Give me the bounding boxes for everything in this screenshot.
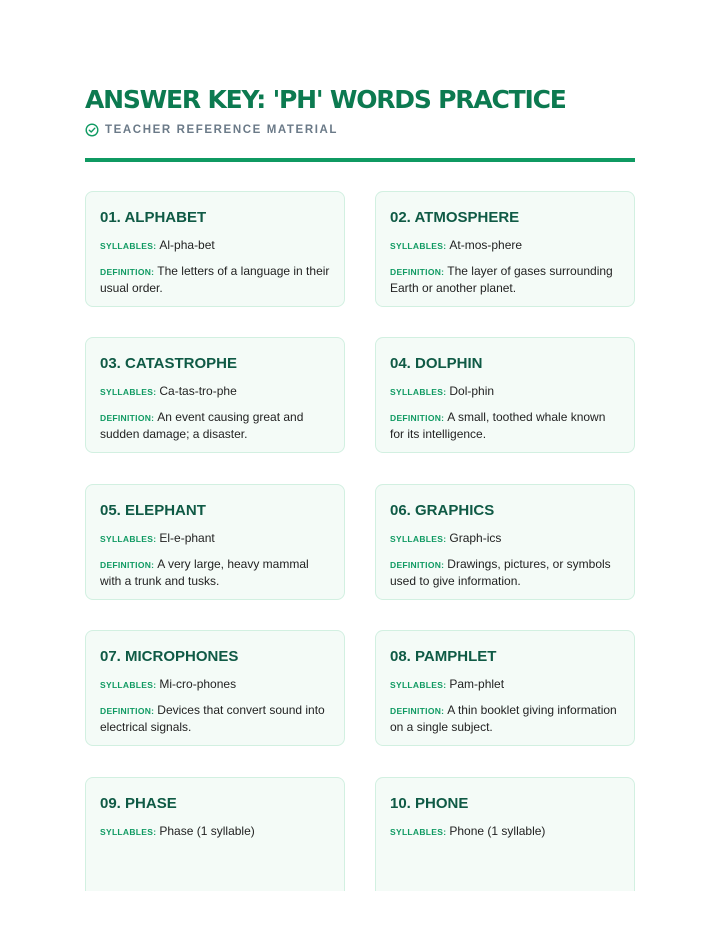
word-heading: 01. ALPHABET (100, 209, 207, 226)
definition-label: DEFINITION: (100, 706, 155, 716)
header-divider (85, 158, 635, 162)
syllables-label: SYLLABLES: (390, 534, 447, 544)
definition-row (390, 263, 620, 296)
word-card (85, 337, 345, 453)
page-subtitle: TEACHER REFERENCE MATERIAL (105, 124, 339, 136)
definition-value: A thin booklet giving information on a single subject. (390, 703, 617, 734)
syllables-value: Phase (1 syllable) (159, 824, 255, 838)
word-heading: 05. ELEPHANT (100, 502, 206, 519)
syllables-row (100, 676, 330, 693)
definition-row (390, 409, 620, 442)
definition-label: DEFINITION: (100, 267, 155, 277)
word-card (85, 191, 345, 307)
syllables-row (100, 530, 330, 547)
definition-row (100, 263, 330, 296)
syllables-value: El-e-phant (159, 531, 215, 545)
syllables-label: SYLLABLES: (100, 534, 157, 544)
syllables-value: Phone (1 syllable) (449, 824, 546, 838)
syllables-value: Pam-phlet (449, 677, 505, 691)
definition-label: DEFINITION: (390, 560, 445, 570)
syllables-value: At-mos-phere (449, 238, 523, 252)
definition-label: DEFINITION: (390, 706, 445, 716)
syllables-row (100, 823, 330, 840)
definition-label: DEFINITION: (100, 413, 155, 423)
definition-value: A very large, heavy mammal with a trunk and tusks. (100, 557, 309, 588)
word-heading: 08. PAMPHLET (390, 648, 497, 665)
syllables-value: Graph-ics (449, 531, 502, 545)
word-card (85, 484, 345, 600)
syllables-value: Ca-tas-tro-phe (159, 384, 237, 398)
syllables-label: SYLLABLES: (100, 241, 157, 251)
answer-key-page (85, 84, 635, 838)
syllables-value: Al-pha-bet (159, 238, 215, 252)
syllables-row (390, 676, 620, 693)
syllables-value: Mi-cro-phones (159, 677, 237, 691)
word-heading: 03. CATASTROPHE (100, 355, 237, 372)
syllables-row (390, 530, 620, 547)
definition-value: An event causing great and sudden damage; a disaster. (100, 410, 304, 441)
definition-row (100, 556, 330, 589)
word-heading: 10. PHONE (390, 795, 469, 812)
word-heading: 06. GRAPHICS (390, 502, 495, 519)
page-title: ANSWER KEY: 'PH' WORDS PRACTICE (85, 85, 566, 114)
syllables-label: SYLLABLES: (100, 827, 157, 837)
definition-row (100, 409, 330, 442)
syllables-label: SYLLABLES: (390, 241, 447, 251)
definition-value: Drawings, pictures, or symbols used to give information. (390, 557, 611, 588)
syllables-row (100, 237, 330, 254)
word-card (375, 484, 635, 600)
definition-row (390, 702, 620, 735)
syllables-label: SYLLABLES: (390, 827, 447, 837)
definition-value: The letters of a language in their usual order. (100, 264, 330, 295)
word-card (375, 337, 635, 453)
word-heading: 04. DOLPHIN (390, 355, 483, 372)
syllables-row (390, 237, 620, 254)
syllables-label: SYLLABLES: (100, 680, 157, 690)
word-heading: 02. ATMOSPHERE (390, 209, 520, 226)
definition-label: DEFINITION: (100, 560, 155, 570)
syllables-row (390, 383, 620, 400)
definition-label: DEFINITION: (390, 413, 445, 423)
word-card (375, 630, 635, 746)
definition-value: The layer of gases surrounding Earth or another planet. (390, 264, 613, 295)
word-card (85, 777, 345, 891)
definition-row (390, 556, 620, 589)
word-card (375, 191, 635, 307)
definition-value: A small, toothed whale known for its intelligence. (390, 410, 606, 441)
syllables-label: SYLLABLES: (390, 680, 447, 690)
syllables-value: Dol-phin (449, 384, 495, 398)
syllables-label: SYLLABLES: (390, 387, 447, 397)
word-heading: 09. PHASE (100, 795, 177, 812)
definition-label: DEFINITION: (390, 267, 445, 277)
subtitle-row (85, 121, 635, 139)
syllables-row (390, 823, 620, 840)
definition-value: Devices that convert sound into electrical signals. (100, 703, 325, 734)
syllables-label: SYLLABLES: (100, 387, 157, 397)
word-card (375, 777, 635, 891)
definition-row (100, 702, 330, 735)
check-circle-icon (85, 123, 99, 137)
word-heading: 07. MICROPHONES (100, 648, 239, 665)
word-card (85, 630, 345, 746)
syllables-row (100, 383, 330, 400)
